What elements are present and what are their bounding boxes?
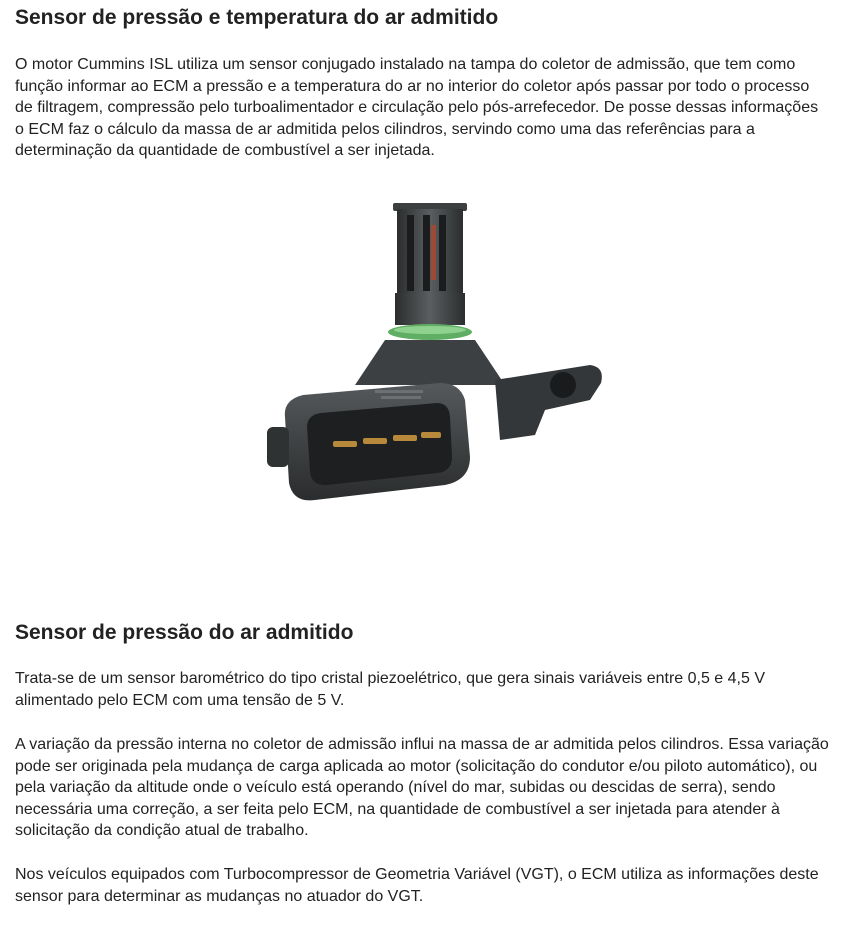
paragraph-barometric: Trata-se de um sensor barométrico do tipo cristal piezoelétrico, que gera sinais variáveis entre 0,5 e 4,5 V alimentado pelo ECM com uma tensão de 5 V. <box>15 670 765 709</box>
paragraph-pressure-variation: A variação da pressão interna no coletor de admissão influi na massa de ar admitida pelos cilindros. Essa variação pode ser originada pela mudança de carga aplicada ao motor (solicitação do condutor e/ou piloto automático), ou pela variação da altitude onde o veículo está operando (nível do mar, subidas ou descidas de serra), sendo necessária uma correção, a ser feita pelo ECM, na quantidade de combustível a ser injetada para atender à solicitação da condição atual de trabalho. <box>15 736 829 840</box>
section-title-pressure-temperature: Sensor de pressão e temperatura do ar admitido <box>15 6 499 29</box>
pressure-sensor-icon <box>245 195 625 525</box>
intro-paragraph: O motor Cummins ISL utiliza um sensor conjugado instalado na tampa do coletor de admissão, que tem como função informar ao ECM a pressão e a temperatura do ar no interior do coletor após passar por todo o processo de filtragem, compressão pelo turboalimentador e circulação pelo pós-arrefecedor. De posse dessas informações o ECM faz o cálculo da massa de ar admitida pelos cilindros, servindo como uma das referências para a determinação da quantidade de combustível a ser injetada. <box>15 56 819 160</box>
paragraph-vgt: Nos veículos equipados com Turbocompressor de Geometria Variável (VGT), o ECM utiliza as informações deste sensor para determinar as mudanças no atuador do VGT. <box>15 866 819 905</box>
sensor-photo <box>245 195 625 525</box>
section-title-pressure: Sensor de pressão do ar admitido <box>15 621 354 644</box>
